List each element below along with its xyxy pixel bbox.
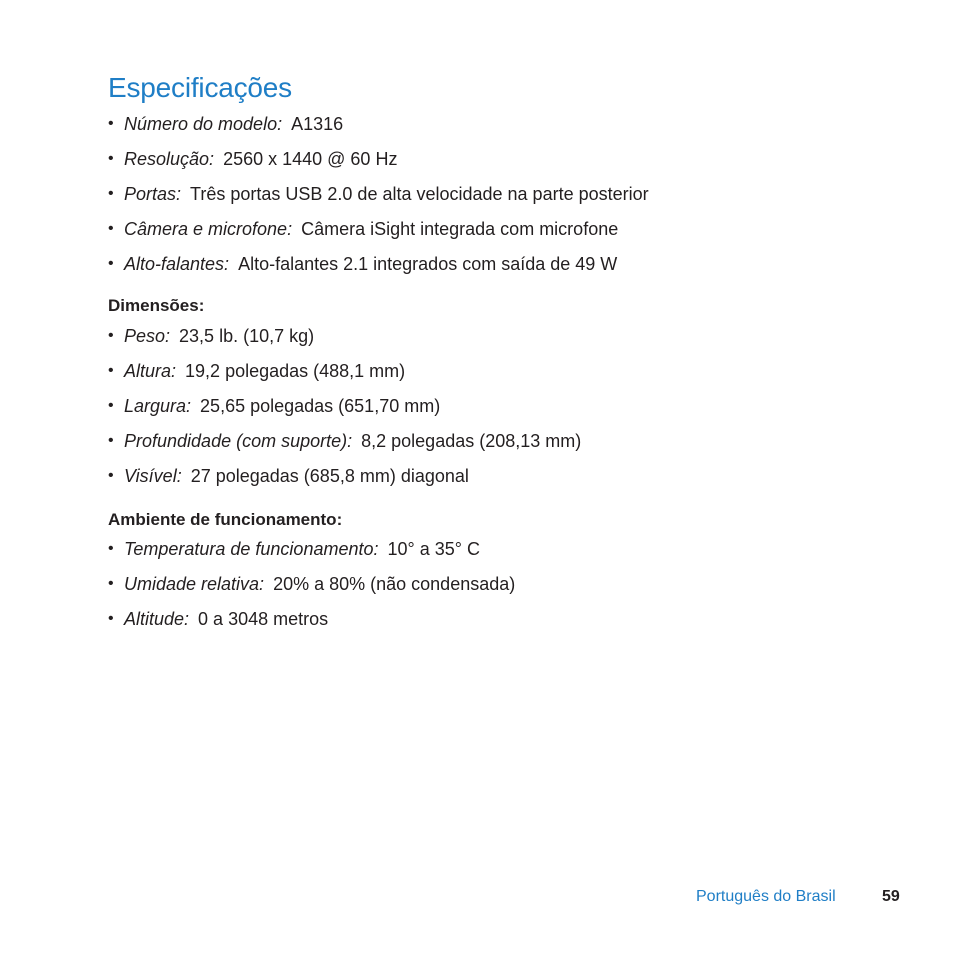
spec-value: A1316 — [291, 114, 344, 134]
list-item — [108, 183, 649, 218]
spec-label: Número do modelo: — [124, 114, 283, 134]
bullet-icon: • — [108, 610, 114, 627]
dimensions-list — [108, 325, 581, 500]
spec-value: Alto-falantes 2.1 integrados com saída de 49 W — [238, 254, 618, 274]
dimensions-heading: Dimensões: — [108, 296, 205, 315]
footer-language: Português do Brasil — [696, 888, 836, 905]
dimension-label: Largura: — [124, 396, 192, 416]
dimension-value: 19,2 polegadas (488,1 mm) — [185, 361, 406, 381]
spec-value: 2560 x 1440 @ 60 Hz — [223, 149, 398, 169]
environment-heading: Ambiente de funcionamento: — [108, 510, 343, 529]
page-number: 59 — [882, 888, 900, 905]
dimension-value: 23,5 lb. (10,7 kg) — [179, 326, 315, 346]
bullet-icon: • — [108, 540, 114, 557]
spec-value: Três portas USB 2.0 de alta velocidade na parte posterior — [190, 184, 649, 204]
spec-label: Câmera e microfone: — [124, 219, 293, 239]
environment-list — [108, 538, 515, 643]
dimension-label: Peso: — [124, 326, 171, 346]
list-item — [108, 465, 581, 500]
bullet-icon: • — [108, 185, 114, 202]
bullet-icon: • — [108, 150, 114, 167]
bullet-icon: • — [108, 575, 114, 592]
dimension-value: 27 polegadas (685,8 mm) diagonal — [190, 466, 469, 486]
environment-label: Temperatura de funcionamento: — [124, 539, 379, 559]
bullet-icon: • — [108, 220, 114, 237]
bullet-icon: • — [108, 362, 114, 379]
environment-value: 20% a 80% (não condensada) — [273, 574, 516, 594]
spec-label: Portas: — [124, 184, 182, 204]
spec-label: Resolução: — [124, 149, 215, 169]
list-item — [108, 360, 581, 395]
spec-value: Câmera iSight integrada com microfone — [301, 219, 619, 239]
list-item — [108, 608, 515, 643]
environment-value: 10° a 35° C — [387, 539, 480, 559]
list-item — [108, 253, 649, 288]
dimension-label: Altura: — [124, 361, 177, 381]
bullet-icon: • — [108, 397, 114, 414]
dimension-value: 25,65 polegadas (651,70 mm) — [200, 396, 441, 416]
bullet-icon: • — [108, 327, 114, 344]
bullet-icon: • — [108, 255, 114, 272]
environment-label: Umidade relativa: — [124, 574, 265, 594]
list-item — [108, 395, 581, 430]
list-item — [108, 573, 515, 608]
list-item — [108, 325, 581, 360]
spec-label: Alto-falantes: — [124, 254, 230, 274]
dimension-label: Visível: — [124, 466, 182, 486]
list-item — [108, 430, 581, 465]
environment-label: Altitude: — [124, 609, 190, 629]
dimension-label: Profundidade (com suporte): — [124, 431, 353, 451]
bullet-icon: • — [108, 432, 114, 449]
bullet-icon: • — [108, 115, 114, 132]
page-title: Especificações — [108, 72, 292, 103]
bullet-icon: • — [108, 467, 114, 484]
environment-value: 0 a 3048 metros — [198, 609, 329, 629]
dimension-value: 8,2 polegadas (208,13 mm) — [361, 431, 582, 451]
specs-list — [108, 113, 649, 288]
list-item — [108, 218, 649, 253]
list-item — [108, 148, 649, 183]
list-item — [108, 538, 515, 573]
list-item — [108, 113, 649, 148]
